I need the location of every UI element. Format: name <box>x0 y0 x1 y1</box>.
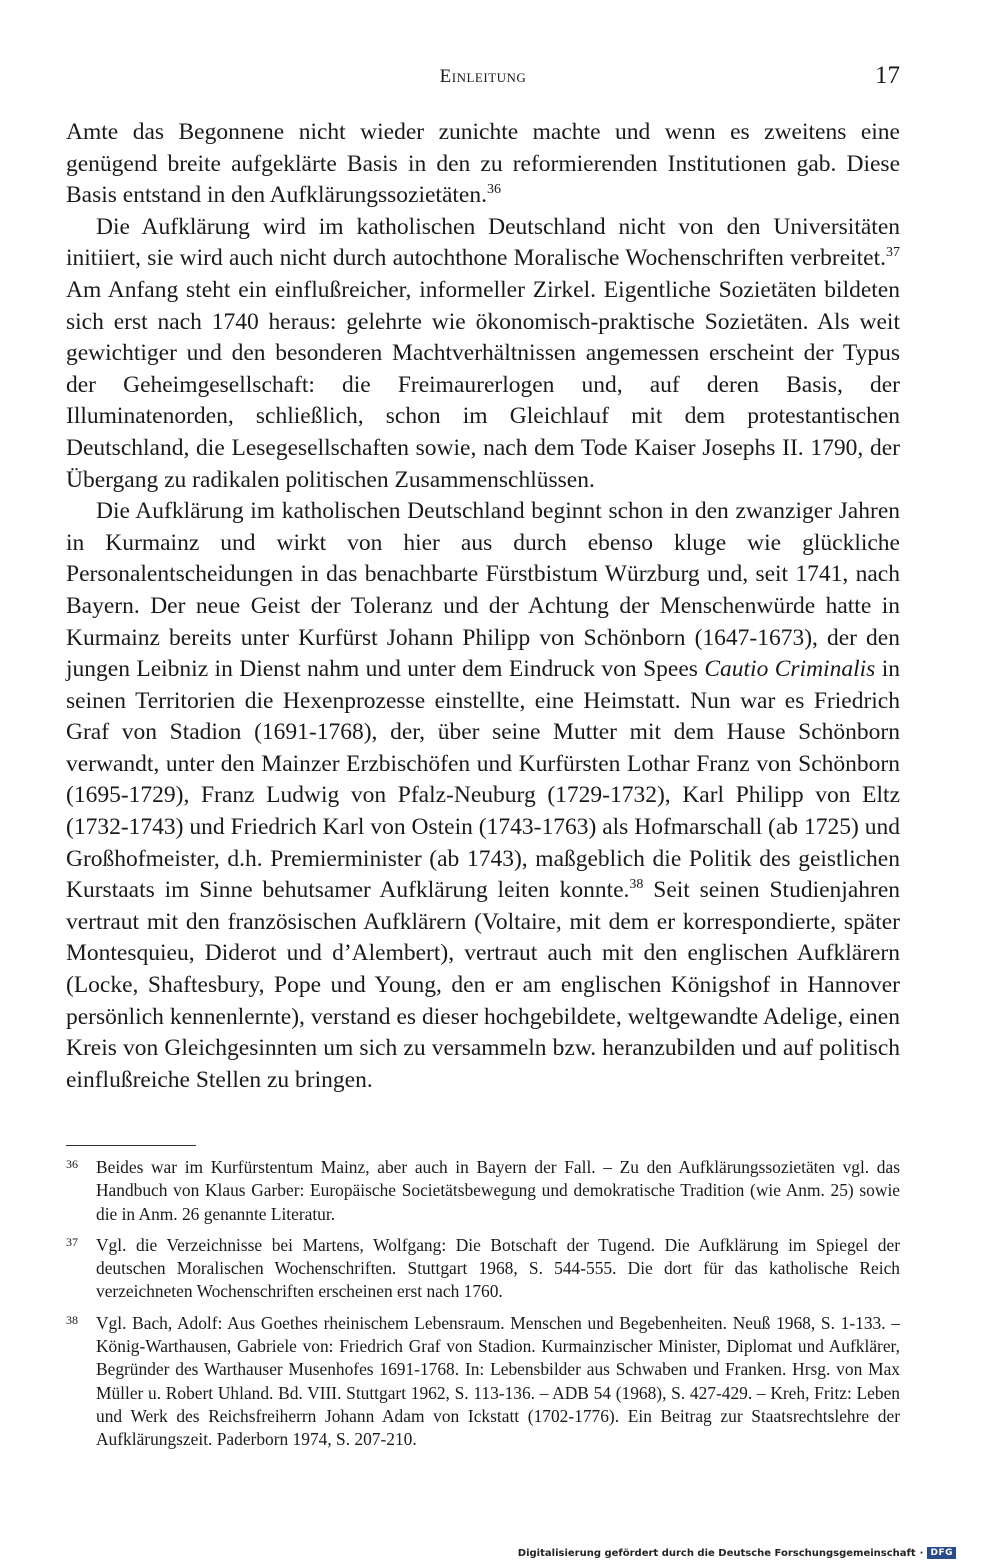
body-text <box>66 117 900 1096</box>
footnote-36 <box>66 1156 900 1226</box>
footnote-divider <box>66 1145 196 1146</box>
paragraph-2 <box>66 212 900 496</box>
running-title: Einleitung <box>439 66 527 87</box>
footnote-text: Vgl. Bach, Adolf: Aus Goethes rheinischem Lebensraum. Menschen und Begebenheiten. Neuß 1968, S. 1-133. – König-Warthausen, Gabriele von: Friedrich Graf von Stadion. Kurmainzischer Minister, Diplomat und Aufklärer, Begründer des Warthauser Musenhofes 1691-1768. In: Lebensbilder aus Schwaben und Franken. Hrsg. von Max Müller u. Robert Uhland. Bd. VIII. Stuttgart 1962, S. 113-136. – ADB 54 (1968), S. 427-429. – Kreh, Fritz: Leben und Werk des Reichsfreiherrn Johann Adam von Ickstatt (1702-1776). Ein Beitrag zur Staatsrechtslehre der Aufklärungszeit. Paderborn 1974, S. 207-210. <box>96 1312 900 1450</box>
paragraph-text: Die Aufklärung im katholischen Deutschland beginnt schon in den zwanziger Jahren in Kurmainz und wirkt von hier aus durch ebenso kluge wie glückliche Personalentscheidungen in das benachbarte Fürstbistum Würzburg und, seit 1741, nach Bayern. Der neue Geist der Toleranz und der Achtung der Menschenwürde hatte in Kurmainz bereits unter Kurfürst Johann Philipp von Schönborn (1647-1673), der den jungen Leibniz in Dienst nahm und unter dem Eindruck von Spees <box>66 498 900 683</box>
page-number: 17 <box>875 62 900 89</box>
footnote-text: Beides war im Kurfürstentum Mainz, aber auch in Bayern der Fall. – Zu den Aufklärungssozietäten vgl. das Handbuch von Klaus Garber: Europäische Societätsbewegung und demokratische Tradition (wie Anm. 25) sowie die in Anm. 26 genannte Literatur. <box>96 1157 900 1224</box>
paragraph-3 <box>66 496 900 1096</box>
paragraph-1 <box>66 117 900 212</box>
footnote-number: 36 <box>66 1157 78 1171</box>
footnote-38 <box>66 1312 900 1452</box>
footnote-ref-38: 38 <box>629 877 644 893</box>
paragraph-text: Die Aufklärung wird im katholischen Deutschland nicht von den Universitäten initiiert, sie wird auch nicht durch autochthone Moralische Wochenschriften verbreitet. <box>66 213 900 272</box>
paragraph-text: Am Anfang steht ein einflußreicher, informeller Zirkel. Eigentliche Sozietäten bildeten sich erst nach 1740 heraus: gelehrte wie ökonomisch-praktische Sozietäten. Als weit gewichtiger und den besonderen Machtverhältnissen angemessen erscheint der Typus der Geheimgesellschaft: die Freimaurerlogen und, auf deren Basis, der Illuminatenorden, schließlich, schon im Gleichlauf mit dem protestantischen Deutschland, die Lesegesellschaften sowie, nach dem Tode Kaiser Josephs II. 1790, der Übergang zu radikalen politischen Zusammenschlüssen. <box>66 276 900 493</box>
credit-text: Digitalisierung gefördert durch die Deutsche Forschungsgemeinschaft <box>517 1547 916 1559</box>
dfg-logo-icon: DFG <box>927 1547 956 1559</box>
footnote-ref-37: 37 <box>886 245 900 261</box>
italic-title: Cautio Criminalis <box>704 656 876 683</box>
paragraph-text: in seinen Territorien die Hexenprozesse einstellte, eine Heimstatt. Nun war es Friedrich Graf von Stadion (1691-1768), der, über seine Mutter mit dem Hause Schönborn verwandt, unter den Mainzer Erzbischöfen und Kurfürsten Lothar Franz von Schönborn (1695-1729), Franz Ludwig von Pfalz-Neuburg (1729-1732), Karl Philipp von Eltz (1732-1743) und Friedrich Karl von Ostein (1743-1763) als Hofmarschall (ab 1725) und Großhofmeister, d.h. Premierminister (ab 1743), maßgeblich die Politik des geistlichen Kurstaats im Sinne behutsamer Aufklärung leiten konnte. <box>66 656 900 904</box>
credit-separator: · <box>919 1547 924 1559</box>
footnote-text: Vgl. die Verzeichnisse bei Martens, Wolfgang: Die Botschaft der Tugend. Die Aufklärung im Spiegel der deutschen Moralischen Wochenschriften. Stuttgart 1968, S. 544-555. Die dort für das katholische Reich verzeichneten Wochenschriften erscheinen erst nach 1760. <box>96 1234 900 1302</box>
footnote-ref-36: 36 <box>486 182 501 198</box>
paragraph-text: Amte das Begonnene nicht wieder zunichte machte und wenn es zweitens eine genügend breite aufgeklärte Basis in den zu reformierenden Institutionen gab. Diese Basis entstand in den Aufklärungssozietäten. <box>66 119 900 209</box>
footnote-number: 38 <box>66 1312 78 1327</box>
running-head <box>66 62 900 94</box>
footnote-number: 37 <box>66 1234 78 1249</box>
footnotes <box>66 1156 900 1460</box>
paragraph-text: Seit seinen Studienjahren vertraut mit den französischen Aufklärern (Voltaire, mit dem er korrespondierte, später Montesquieu, Diderot und d’Alembert), vertraut auch mit den englischen Aufklärern (Locke, Shaftesbury, Pope und Young, den er am englischen Königshof in Hannover persönlich kennenlernte), verstand es dieser hochgebildete, weltgewandte Adelige, einen Kreis von Gleichgesinnten um sich zu versammeln bzw. heranzubilden und auf politisch einflußreiche Stellen zu bringen. <box>66 877 901 1093</box>
digitization-credit <box>518 1547 956 1559</box>
footnote-37 <box>66 1234 900 1304</box>
